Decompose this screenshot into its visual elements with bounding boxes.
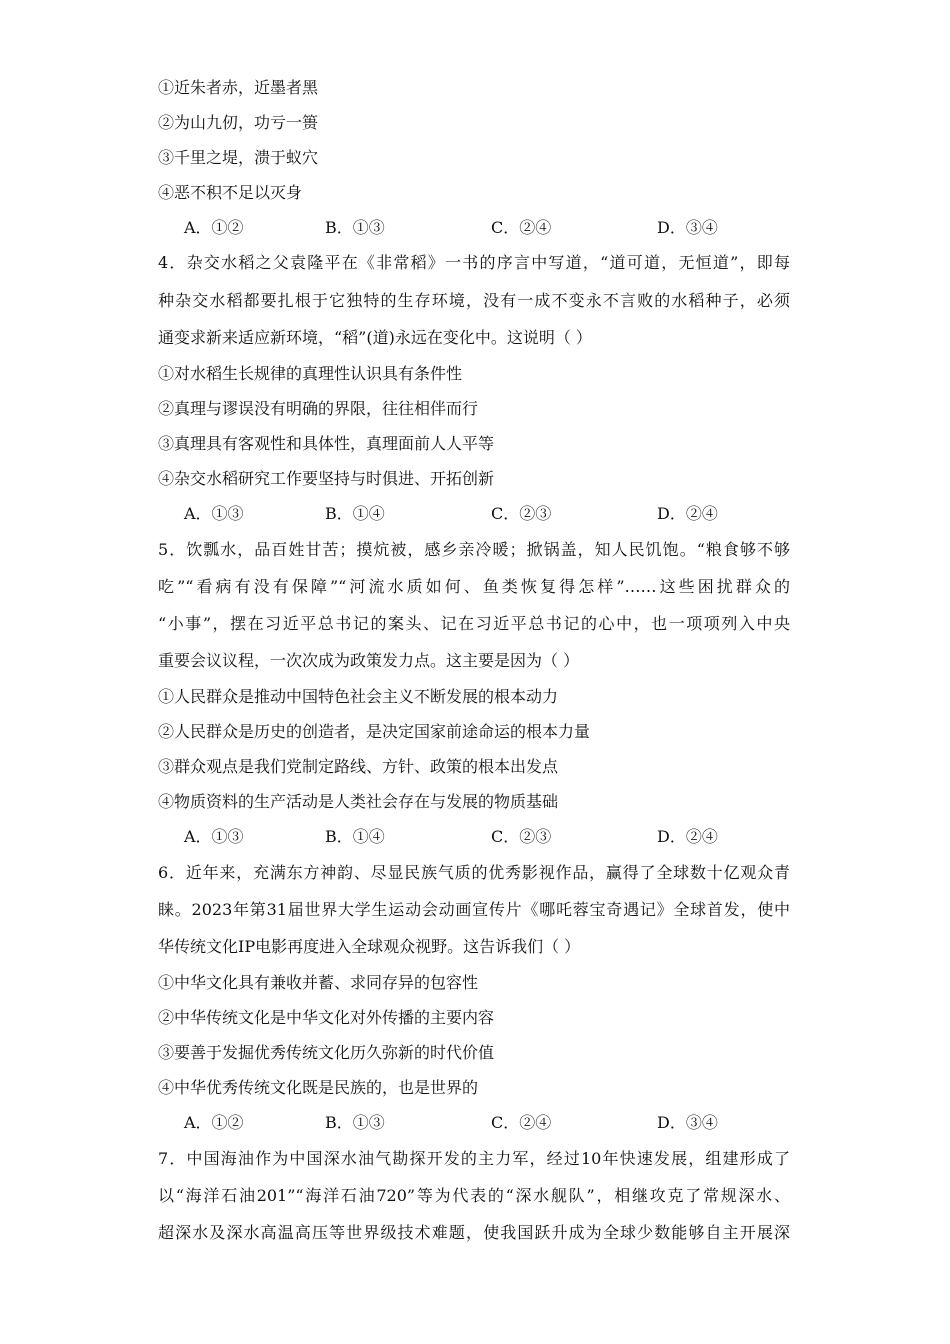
- q3-answer-row: [184, 218, 744, 238]
- q6-answer-c: C．②④: [491, 1113, 552, 1132]
- q6-stem-line-1: 6．近年来，充满东方神韵、尽显民族气质的优秀影视作品，赢得了全球数十亿观众青: [158, 863, 790, 882]
- q6-option-1: ①中华文化具有兼收并蓄、求同存异的包容性: [158, 973, 479, 992]
- q4-option-4: ④杂交水稻研究工作要坚持与时俱进、开拓创新: [158, 469, 495, 488]
- q4-option-3: ③真理具有客观性和具体性，真理面前人人平等: [158, 434, 495, 453]
- q6-answer-row: [184, 1113, 744, 1133]
- q7-stem-line-2: 以“海洋石油201”“海洋石油720”等为代表的“深水舰队”，相继攻克了常规深水、: [158, 1186, 790, 1205]
- q5-answer-a: A．①③: [184, 827, 244, 846]
- q5-option-1: ①人民群众是推动中国特色社会主义不断发展的根本动力: [158, 687, 559, 706]
- q5-stem-line-1: 5．饮瓢水，品百姓甘苦；摸炕被，感乡亲冷暖；掀锅盖，知人民饥饱。“粮食够不够: [158, 540, 790, 559]
- q3-option-4: ④恶不积不足以灭身: [158, 183, 303, 202]
- q5-answer-c: C．②③: [491, 827, 552, 846]
- q5-stem-line-4: 重要会议议程，一次次成为政策发力点。这主要是因为（ ）: [158, 651, 580, 670]
- q5-answer-row: [184, 827, 744, 847]
- q3-option-3: ③千里之堤，溃于蚁穴: [158, 148, 319, 167]
- q3-option-2: ②为山九仞，功亏一篑: [158, 113, 319, 132]
- q5-answer-d: D．②④: [657, 827, 718, 846]
- q3-answer-a: A．①②: [184, 218, 244, 237]
- q4-answer-row: [184, 504, 744, 524]
- q4-stem-line-1: 4．杂交水稻之父袁隆平在《非常稻》一书的序言中写道，“道可道，无恒道”，即每: [158, 253, 790, 272]
- q4-stem-line-3: 通变求新来适应新环境，“稻”(道)永远在变化中。这说明（ ）: [158, 328, 592, 347]
- q4-answer-b: B．①④: [325, 504, 385, 523]
- q7-stem-line-1: 7．中国海油作为中国深水油气勘探开发的主力军，经过10年快速发展，组建形成了: [158, 1149, 790, 1168]
- q4-answer-a: A．①③: [184, 504, 244, 523]
- q4-answer-c: C．②③: [491, 504, 552, 523]
- q6-answer-b: B．①③: [325, 1113, 385, 1132]
- q6-option-3: ③要善于发掘优秀传统文化历久弥新的时代价值: [158, 1043, 495, 1062]
- q5-stem-line-2: 吃”“看病有没有保障”“河流水质如何、鱼类恢复得怎样”……这些困扰群众的: [158, 577, 790, 596]
- q6-option-2: ②中华传统文化是中华文化对外传播的主要内容: [158, 1008, 495, 1027]
- q7-stem-line-3: 超深水及深水高温高压等世界级技术难题，使我国跃升成为全球少数能够自主开展深: [158, 1223, 790, 1242]
- q5-option-2: ②人民群众是历史的创造者，是决定国家前途命运的根本力量: [158, 722, 591, 741]
- q5-option-3: ③群众观点是我们党制定路线、方针、政策的根本出发点: [158, 757, 559, 776]
- q3-option-1: ①近朱者赤，近墨者黑: [158, 78, 319, 97]
- q3-answer-b: B．①③: [325, 218, 385, 237]
- q5-stem-line-3: “小事”，摆在习近平总书记的案头、记在习近平总书记的心中，也一项项列入中央: [158, 614, 790, 633]
- q4-option-2: ②真理与谬误没有明确的界限，往往相伴而行: [158, 399, 479, 418]
- q6-stem-line-2: 睐。2023年第31届世界大学生运动会动画宣传片《哪吒蓉宝奇遇记》全球首发，使中: [158, 900, 790, 919]
- q3-answer-d: D．③④: [657, 218, 718, 237]
- q6-answer-a: A．①②: [184, 1113, 244, 1132]
- q4-stem-line-2: 种杂交水稻都要扎根于它独特的生存环境，没有一成不变永不言败的水稻种子，必须: [158, 291, 790, 310]
- q6-stem-line-3: 华传统文化IP电影再度进入全球观众视野。这告诉我们（ ）: [158, 937, 581, 956]
- q6-option-4: ④中华优秀传统文化既是民族的，也是世界的: [158, 1078, 479, 1097]
- q3-answer-c: C．②④: [491, 218, 552, 237]
- q5-answer-b: B．①④: [325, 827, 385, 846]
- q6-answer-d: D．③④: [657, 1113, 718, 1132]
- q4-answer-d: D．②④: [657, 504, 718, 523]
- q4-option-1: ①对水稻生长规律的真理性认识具有条件性: [158, 364, 463, 383]
- q5-option-4: ④物质资料的生产活动是人类社会存在与发展的物质基础: [158, 792, 559, 811]
